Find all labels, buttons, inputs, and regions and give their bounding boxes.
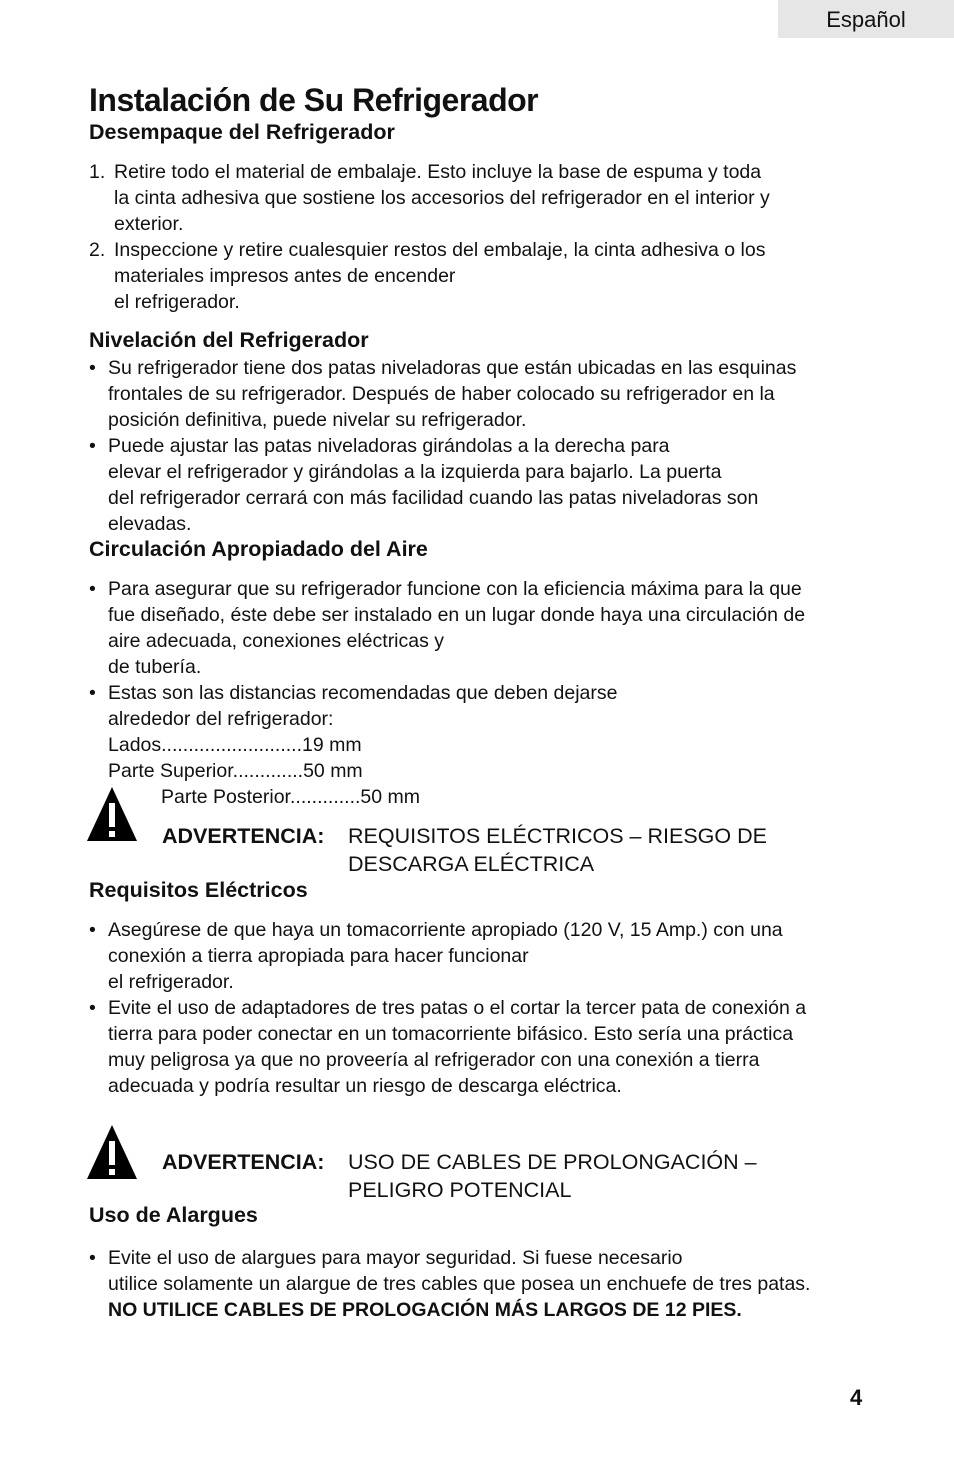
text-line: Evite el uso de adaptadores de tres patas o el cortar la tercer pata de conexión a <box>108 997 807 1019</box>
text-line: Retire todo el material de embalaje. Esto incluye la base de espuma y toda <box>114 161 762 183</box>
text-line: Su refrigerador tiene dos patas niveladoras que están ubicadas en las esquinas <box>108 357 797 379</box>
bullet: • <box>89 1247 96 1269</box>
text-line: Evite el uso de alargues para mayor seguridad. Si fuese necesario <box>108 1247 683 1269</box>
warning-triangle-icon <box>86 786 138 842</box>
text-line: Para asegurar que su refrigerador funcione con la eficiencia máxima para la que <box>108 578 802 600</box>
text-line: el refrigerador. <box>108 971 234 993</box>
warning-triangle-icon <box>86 1124 138 1180</box>
bullet: • <box>89 997 96 1019</box>
bullet: • <box>89 682 96 704</box>
warning-text <box>162 1148 324 1176</box>
clearance-top: Parte Superior.............50 mm <box>108 760 363 782</box>
text-line: adecuada y podría resultar un riesgo de descarga eléctrica. <box>108 1075 622 1097</box>
text-line: el refrigerador. <box>114 291 240 313</box>
text-line: Estas son las distancias recomendadas que deben dejarse <box>108 682 618 704</box>
list-item <box>89 995 879 1099</box>
clearance-back: Parte Posterior.............50 mm <box>161 786 421 808</box>
text-line: alrededor del refrigerador: <box>108 708 334 730</box>
text-line: la cinta adhesiva que sostiene los accesorios del refrigerador en el interior y <box>114 187 770 209</box>
bullet: • <box>89 919 96 941</box>
bullet: • <box>89 578 96 600</box>
section-heading-extension: Uso de Alargues <box>89 1203 258 1227</box>
bullet: • <box>89 357 96 379</box>
text-line: del refrigerador cerrará con más facilidad cuando las patas niveladoras son <box>108 487 759 509</box>
list-item <box>89 917 879 995</box>
text-line: muy peligrosa ya que no proveería al refrigerador con una conexión a tierra <box>108 1049 760 1071</box>
text-line: elevar el refrigerador y girándolas a la izquierda para bajarlo. La puerta <box>108 461 722 483</box>
text-line: aire adecuada, conexiones eléctricas y <box>108 630 445 652</box>
text-line: Puede ajustar las patas niveladoras girándolas a la derecha para <box>108 435 670 457</box>
page-title: Instalación de Su Refrigerador <box>89 82 539 118</box>
unpacking-list <box>89 159 879 315</box>
extension-list <box>89 1245 879 1323</box>
text-line: exterior. <box>114 213 184 235</box>
list-item <box>89 237 879 315</box>
warning-label: ADVERTENCIA: <box>162 1150 325 1174</box>
warning-line: REQUISITOS ELÉCTRICOS – RIESGO DE <box>348 824 767 848</box>
warning-line: DESCARGA ELÉCTRICA <box>348 852 595 876</box>
text-line: posición definitiva, puede nivelar su refrigerador. <box>108 409 527 431</box>
language-tab: Español <box>778 0 954 38</box>
warning-line: PELIGRO POTENCIAL <box>348 1178 572 1202</box>
warning-message <box>348 1148 757 1204</box>
list-item <box>89 433 879 537</box>
page-number: 4 <box>850 1385 863 1410</box>
caution-line: NO UTILICE CABLES DE PROLOGACIÓN MÁS LARGOS DE 12 PIES. <box>108 1299 742 1321</box>
section-heading-leveling: Nivelación del Refrigerador <box>89 328 369 352</box>
text-line: Asegúrese de que haya un tomacorriente apropiado (120 V, 15 Amp.) con una <box>108 919 783 941</box>
section-heading-unpacking: Desempaque del Refrigerador <box>89 120 395 144</box>
warning-label: ADVERTENCIA: <box>162 824 325 848</box>
list-item <box>89 1245 879 1323</box>
text-line: conexión a tierra apropiada para hacer funcionar <box>108 945 529 967</box>
warning-text <box>162 822 324 850</box>
section-heading-airflow: Circulación Apropiadado del Aire <box>89 537 428 561</box>
text-line: tierra para poder conectar en un tomacorriente bifásico. Esto sería una práctica <box>108 1023 794 1045</box>
bullet: • <box>89 435 96 457</box>
warning-line: USO DE CABLES DE PROLONGACIÓN – <box>348 1150 757 1174</box>
text-line: utilice solamente un alargue de tres cables que posea un enchuefe de tres patas. <box>108 1273 811 1295</box>
text-line: de tubería. <box>108 656 202 678</box>
section-heading-electrical: Requisitos Eléctricos <box>89 878 308 902</box>
warning-message <box>348 822 767 878</box>
text-line: elevadas. <box>108 513 192 535</box>
text-line: materiales impresos antes de encender <box>114 265 456 287</box>
list-item <box>89 355 879 433</box>
leveling-list <box>89 355 879 537</box>
clearance-sides: Lados..........................19 mm <box>108 734 362 756</box>
text-line: frontales de su refrigerador. Después de haber colocado su refrigerador en la <box>108 383 775 405</box>
list-item <box>89 159 879 237</box>
text-line: fue diseñado, éste debe ser instalado en un lugar donde haya una circulación de <box>108 604 806 626</box>
airflow-list <box>89 576 879 784</box>
list-marker: 2. <box>89 239 106 261</box>
list-item <box>89 680 879 784</box>
list-item <box>89 576 879 680</box>
electrical-list <box>89 917 879 1099</box>
list-marker: 1. <box>89 161 106 183</box>
text-line: Inspeccione y retire cualesquier restos del embalaje, la cinta adhesiva o los <box>114 239 766 261</box>
